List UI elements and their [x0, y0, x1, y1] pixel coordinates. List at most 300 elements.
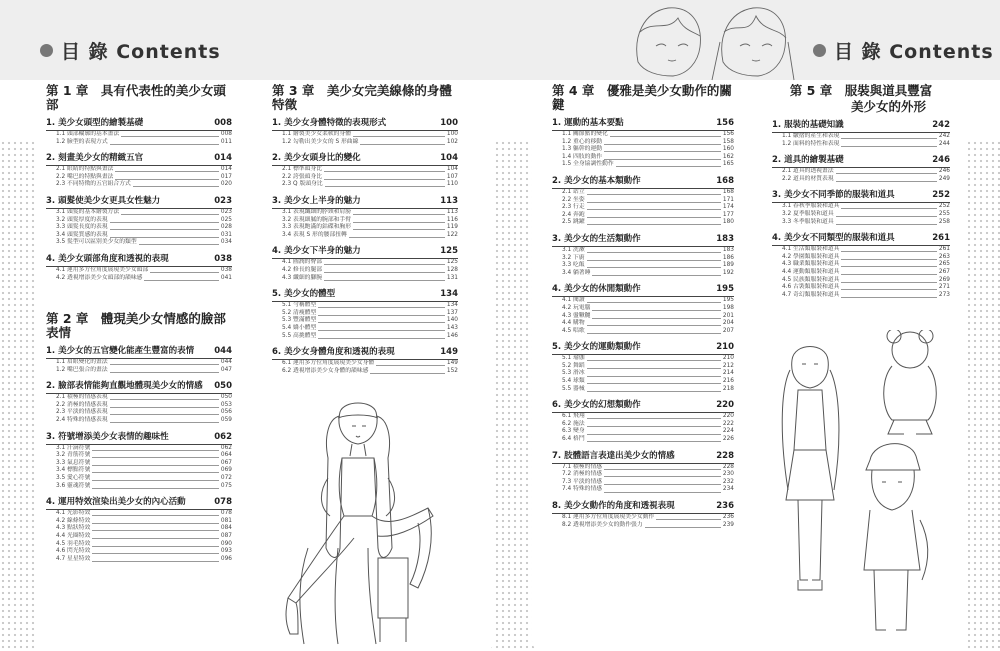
leader-line: [92, 530, 219, 531]
toc-section: [46, 153, 232, 189]
leader-line: [587, 194, 721, 195]
section-title: 3. 美少女不同季節的服裝和道具: [772, 190, 895, 201]
leader-line: [110, 222, 219, 223]
chapter-2: [46, 312, 232, 570]
toc-item: [46, 475, 232, 483]
leader-line: [110, 422, 219, 423]
section-row: [552, 342, 734, 355]
leader-line: [121, 136, 219, 137]
section-row: [46, 153, 232, 166]
toc-item: [772, 176, 950, 184]
toc-item: [552, 305, 734, 313]
item-title: 3.3 吃飯: [562, 262, 585, 269]
leader-line: [324, 264, 445, 265]
leader-line: [656, 519, 721, 520]
item-page: 034: [220, 239, 232, 246]
toc-item: [46, 467, 232, 475]
item-page: 207: [722, 327, 734, 334]
item-title: 2.2 坐姿: [562, 196, 585, 203]
item-title: 1.5 全身協調性動作: [562, 161, 614, 168]
leader-line: [121, 214, 219, 215]
toc-item: [272, 181, 458, 189]
leader-line: [587, 418, 721, 419]
item-title: 2.2 誇張頭身比: [282, 173, 323, 180]
item-title: 1.4 四肢的動作: [562, 153, 603, 160]
item-page: 069: [220, 467, 232, 474]
item-page: 174: [722, 204, 734, 211]
leader-line: [604, 151, 721, 152]
section-row: [46, 497, 232, 510]
item-title: 2.1 標準頭身比: [282, 166, 323, 173]
leader-line: [604, 469, 721, 470]
section-row: [552, 451, 734, 464]
leader-line: [841, 259, 936, 260]
toc-item: [552, 262, 734, 270]
leader-line: [110, 237, 219, 238]
section-title: 6. 美少女的幻想類動作: [552, 400, 641, 411]
toc-section: [46, 254, 232, 282]
toc-item: [552, 413, 734, 421]
item-title: 1.2 臉型的表現方式: [56, 138, 108, 145]
item-title: 3.2 夏季服裝和道具: [782, 210, 834, 217]
item-page: 041: [220, 274, 232, 281]
dot-pattern: [500, 140, 536, 651]
section-title: 4. 運用特效渲染出美少女的內心活動: [46, 497, 186, 508]
item-title: 5.2 清瘦體型: [282, 309, 317, 316]
item-title: 1.1 繪製美少女柔軟的身體: [282, 131, 352, 137]
item-title: 3.1 汗滴符號: [56, 444, 91, 451]
item-page: 226: [722, 436, 734, 443]
chapter-3: [272, 84, 458, 382]
item-title: 2.1 道具的透視畫法: [782, 168, 834, 175]
item-page: 050: [220, 394, 232, 401]
item-title: 4.1 運用多方位角度展現美少女頭部: [56, 266, 149, 273]
section-title: 4. 美少女的休閒類動作: [552, 284, 641, 295]
item-title: 8.2 透視增添美少女的動作張力: [562, 521, 643, 528]
section-page: 100: [440, 118, 458, 128]
toc-item: [272, 333, 458, 341]
item-page: 189: [722, 262, 734, 269]
toc-item: [772, 261, 950, 269]
section-title: 6. 美少女身體角度和透視的表現: [272, 347, 395, 358]
leader-line: [587, 302, 721, 303]
item-title: 4.3 纖細的腳腕: [282, 274, 323, 281]
item-page: 096: [220, 555, 232, 562]
item-title: 7.3 平淡的情感: [562, 478, 603, 485]
item-title: 3.4 標點符號: [56, 467, 91, 474]
toc-item: [46, 359, 232, 367]
toc-item: [272, 325, 458, 333]
item-page: 230: [722, 471, 734, 478]
page-title: 目 錄 Contents: [61, 41, 221, 63]
section-title: 4. 美少女下半身的魅力: [272, 246, 361, 257]
section-row: [552, 284, 734, 297]
item-title: 4.4 購物: [562, 320, 585, 327]
item-title: 6.4 格鬥: [562, 436, 585, 443]
toc-item: [272, 224, 458, 232]
toc-item: [46, 417, 232, 425]
toc-item: [552, 189, 734, 197]
item-page: 028: [220, 224, 232, 231]
toc-section: [552, 284, 734, 335]
item-title: 5.1 勻稱體型: [282, 302, 317, 309]
item-title: 4.1 光影特效: [56, 510, 91, 517]
toc-section: [272, 118, 458, 146]
item-page: 160: [722, 146, 734, 153]
leader-line: [92, 472, 219, 473]
item-title: 3.3 氣息符號: [56, 459, 91, 466]
toc-item: [272, 139, 458, 147]
item-page: 195: [722, 297, 734, 304]
section-page: 156: [716, 118, 734, 128]
item-title: 4.7 星星特效: [56, 555, 91, 562]
item-page: 031: [220, 231, 232, 238]
item-title: 6.1 飛翔: [562, 413, 585, 420]
item-page: 220: [722, 413, 734, 420]
toc-item: [46, 139, 232, 147]
section-row: [272, 246, 458, 259]
leader-line: [592, 310, 720, 311]
leader-line: [587, 202, 721, 203]
toc-item: [272, 131, 458, 139]
item-page: 244: [938, 140, 950, 147]
item-title: 4.5 唱歌: [562, 327, 585, 334]
item-title: 2.2 嘴巴的特點與畫法: [56, 173, 114, 180]
toc-item: [772, 211, 950, 219]
item-page: 224: [722, 428, 734, 435]
leader-line: [587, 434, 721, 435]
toc-item: [272, 209, 458, 217]
section-title: 3. 美少女的生活類動作: [552, 233, 641, 244]
section-page: 261: [932, 233, 950, 244]
item-page: 234: [722, 486, 734, 493]
item-title: 2.3 不同特徵的五官組合方式: [56, 181, 131, 188]
toc-section: [46, 381, 232, 424]
leader-line: [324, 171, 445, 172]
section-page: 104: [440, 153, 458, 164]
item-page: 186: [722, 254, 734, 261]
leader-line: [92, 515, 219, 516]
section-title: 4. 美少女不同類型的服裝和道具: [772, 233, 895, 244]
section-page: 044: [214, 346, 232, 356]
toc-section: [772, 155, 950, 183]
item-title: 2.3 行走: [562, 204, 585, 211]
leader-line: [139, 244, 219, 245]
section-title: 2. 刻畫美少女的精緻五官: [46, 153, 144, 164]
item-page: 025: [220, 216, 232, 223]
toc-item: [552, 146, 734, 154]
leader-line: [92, 450, 219, 451]
item-page: 210: [722, 355, 734, 362]
leader-line: [587, 260, 721, 261]
section-page: 113: [440, 195, 458, 206]
item-page: 017: [220, 173, 232, 180]
leader-line: [587, 360, 721, 361]
section-row: [46, 346, 232, 359]
item-title: 3.2 頭髮厚度的表現: [56, 216, 108, 223]
section-title: 4. 美少女頭部角度和透視的表現: [46, 253, 169, 264]
item-title: 1.2 重心的移動: [562, 138, 603, 145]
item-page: 008: [220, 131, 232, 137]
section-title: 3. 符號增添美少女表情的趣味性: [46, 431, 169, 442]
item-title: 5.2 舞蹈: [562, 362, 585, 369]
item-title: 7.4 特殊的情感: [562, 486, 603, 493]
section-row: [46, 118, 232, 131]
section-title: 5. 美少女的體型: [272, 289, 336, 300]
item-page: 059: [220, 416, 232, 423]
toc-item: [272, 317, 458, 325]
section-row: [772, 155, 950, 168]
item-page: 218: [722, 385, 734, 392]
item-page: 072: [220, 474, 232, 481]
leader-line: [92, 523, 219, 524]
toc-item: [46, 239, 232, 247]
item-page: 267: [938, 268, 950, 275]
section-row: [272, 196, 458, 209]
toc-item: [552, 131, 734, 139]
item-page: 140: [446, 317, 458, 324]
item-title: 4.2 線條特效: [56, 517, 91, 524]
section-row: [46, 254, 232, 267]
toc-section: [552, 501, 734, 529]
toc-item: [46, 209, 232, 217]
leader-line: [841, 208, 936, 209]
leader-line: [110, 229, 219, 230]
item-page: 214: [722, 370, 734, 377]
item-page: 152: [446, 367, 458, 374]
item-page: 246: [938, 168, 950, 175]
section-row: [552, 400, 734, 413]
item-page: 087: [220, 532, 232, 539]
item-title: 2.1 眼睛的特點與畫法: [56, 166, 114, 173]
chapter-title: 第 4 章 優雅是美少女動作的關鍵: [552, 83, 732, 112]
toc-item: [552, 378, 734, 386]
item-page: 023: [220, 208, 232, 215]
item-page: 100: [446, 131, 458, 137]
item-page: 198: [722, 304, 734, 311]
item-title: 3.2 青筋符號: [56, 452, 91, 459]
leader-line: [836, 216, 937, 217]
dot-pattern: [0, 140, 36, 651]
section-page: 246: [932, 155, 950, 166]
leader-line: [92, 538, 219, 539]
item-title: 3.6 靈魂符號: [56, 482, 91, 489]
item-page: 084: [220, 525, 232, 532]
leader-line: [841, 297, 936, 298]
toc-item: [772, 284, 950, 292]
bullet-icon: [813, 44, 826, 57]
item-title: 3.3 表現飽滿的鈷碟和胸形: [282, 224, 352, 231]
toc-item: [772, 168, 950, 176]
chapter-1: [46, 84, 232, 289]
item-page: 020: [220, 181, 232, 188]
leader-line: [604, 476, 721, 477]
item-page: 171: [722, 196, 734, 203]
item-page: 014: [220, 166, 232, 173]
section-title: 5. 美少女的運動類動作: [552, 342, 641, 353]
item-page: 258: [938, 218, 950, 225]
sitting-girl-illustration: [268, 398, 458, 648]
leader-line: [325, 186, 445, 187]
toc-item: [272, 166, 458, 174]
item-page: 261: [938, 246, 950, 253]
item-page: 232: [722, 478, 734, 485]
leader-line: [587, 441, 721, 442]
section-page: 242: [932, 120, 950, 130]
section-page: 210: [716, 342, 734, 353]
item-page: 183: [722, 246, 734, 253]
item-page: 131: [446, 274, 458, 281]
item-page: 146: [446, 332, 458, 339]
toc-item: [272, 360, 458, 368]
section-row: [46, 196, 232, 209]
leader-line: [587, 333, 721, 334]
toc-item: [46, 548, 232, 556]
section-title: 1. 服裝的基礎知識: [772, 120, 844, 130]
section-page: 252: [932, 190, 950, 201]
item-page: 075: [220, 482, 232, 489]
item-page: 137: [446, 309, 458, 316]
leader-line: [318, 307, 445, 308]
toc-item: [552, 270, 734, 278]
item-page: 263: [938, 253, 950, 260]
leader-line: [587, 391, 721, 392]
item-title: 3.5 愛心符號: [56, 474, 91, 481]
leader-line: [92, 480, 219, 481]
leader-line: [92, 488, 219, 489]
item-title: 1.1 皺摺的產生和表現: [782, 133, 840, 139]
item-page: 180: [722, 219, 734, 226]
toc-section: [46, 196, 232, 247]
item-title: 7.2 消極的情感: [562, 471, 603, 478]
section-page: 050: [214, 381, 232, 392]
toc-section: [272, 289, 458, 340]
toc-section: [272, 347, 458, 375]
section-page: 134: [440, 289, 458, 300]
item-title: 2.2 消極的情感表現: [56, 401, 108, 408]
leader-line: [370, 373, 445, 374]
item-title: 2.4 奔跑: [562, 211, 585, 218]
leader-line: [353, 222, 445, 223]
page-header: [40, 37, 221, 64]
toc-section: [552, 234, 734, 277]
item-title: 5.3 滑冰: [562, 370, 585, 377]
item-title: 5.4 球類: [562, 378, 585, 385]
item-title: 4.3 點狀特效: [56, 525, 91, 532]
toc-section: [46, 346, 232, 374]
toc-item: [272, 259, 458, 267]
leader-line: [604, 144, 721, 145]
item-title: 3.1 表現纖細的脖頸和肩膀: [282, 208, 352, 215]
item-title: 4.2 修長的腿部: [282, 266, 323, 273]
section-page: 168: [716, 175, 734, 186]
toc-item: [552, 370, 734, 378]
chapter-4: [552, 84, 734, 536]
item-page: 062: [220, 444, 232, 451]
section-page: 062: [214, 431, 232, 442]
leader-line: [587, 224, 721, 225]
item-page: 053: [220, 401, 232, 408]
leader-line: [610, 136, 721, 137]
item-title: 8.1 運用多方位角度展現美少女動作: [562, 514, 655, 520]
item-title: 4.4 光圈特效: [56, 532, 91, 539]
leader-line: [353, 229, 445, 230]
item-title: 1.1 關節點的變化: [562, 131, 608, 137]
item-title: 3.4 躺著睡: [562, 269, 591, 276]
item-page: 011: [220, 138, 232, 145]
item-title: 3.1 春秋季服裝和道具: [782, 203, 840, 210]
leader-line: [115, 171, 218, 172]
section-title: 2. 美少女的基本類動作: [552, 175, 641, 186]
toc-item: [46, 166, 232, 174]
leader-line: [587, 217, 721, 218]
item-page: 216: [722, 378, 734, 385]
section-row: [552, 234, 734, 247]
leader-line: [841, 138, 936, 139]
section-page: 125: [440, 246, 458, 257]
item-title: 4.5 民族類服裝和道具: [782, 276, 840, 283]
toc-item: [552, 328, 734, 336]
toc-item: [272, 267, 458, 275]
leader-line: [604, 159, 721, 160]
toc-section: [46, 432, 232, 491]
section-title: 2. 美少女頭身比的變化: [272, 153, 361, 164]
leader-line: [324, 280, 445, 281]
toc-item: [272, 275, 458, 283]
item-title: 6.2 透視增添美少女身體的韻味感: [282, 367, 369, 374]
item-title: 4.2 透視增添美少女頭部的韻味感: [56, 274, 143, 281]
item-title: 5.1 瑜伽: [562, 355, 585, 362]
section-page: 220: [716, 400, 734, 411]
toc-item: [552, 428, 734, 436]
chapter-5: [772, 84, 950, 306]
item-page: 110: [446, 181, 458, 188]
item-title: 2.1 站立: [562, 188, 585, 195]
item-title: 4.3 盪鞦韆: [562, 312, 591, 319]
item-title: 2.2 道具的材質表現: [782, 175, 834, 182]
item-page: 249: [938, 175, 950, 182]
item-title: 6.1 運用多方位角度展現美少女身體: [282, 360, 375, 367]
leader-line: [587, 325, 721, 326]
toc-item: [46, 541, 232, 549]
leader-line: [318, 322, 445, 323]
leader-line: [587, 252, 721, 253]
toc-section: [46, 497, 232, 563]
item-title: 1.1 眉眼變化的畫法: [56, 359, 108, 365]
leader-line: [92, 546, 219, 547]
item-page: 162: [722, 153, 734, 160]
leader-line: [592, 275, 720, 276]
toc-item: [46, 181, 232, 189]
leader-line: [353, 136, 445, 137]
item-page: 252: [938, 203, 950, 210]
chapter-title: 第 5 章 服裝與道具豐富: [789, 83, 933, 98]
toc-section: [552, 451, 734, 494]
item-page: 116: [446, 216, 458, 223]
item-title: 1.2 面料的特性和表現: [782, 140, 840, 147]
toc-item: [772, 133, 950, 141]
leader-line: [587, 383, 721, 384]
toc-item: [552, 436, 734, 444]
item-page: 222: [722, 420, 734, 427]
item-page: 192: [722, 269, 734, 276]
section-row: [772, 233, 950, 246]
leader-line: [841, 289, 936, 290]
toc-item: [552, 514, 734, 522]
section-page: 195: [716, 284, 734, 295]
item-title: 4.7 奇幻類服裝和道具: [782, 291, 840, 298]
leader-line: [841, 251, 936, 252]
